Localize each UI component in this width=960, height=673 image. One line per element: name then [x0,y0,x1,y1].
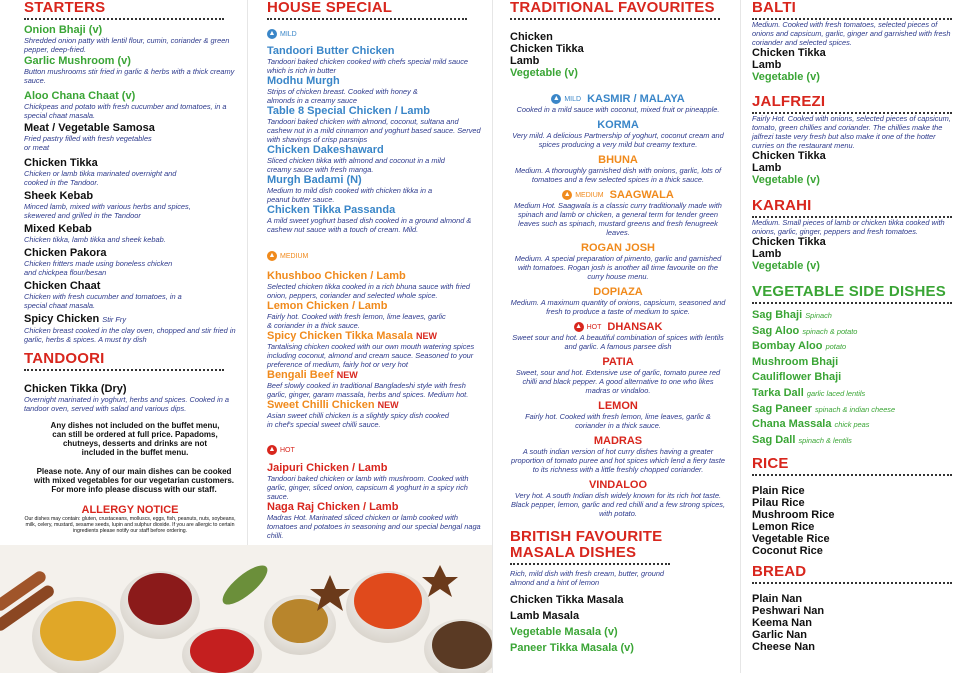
section-rule [510,18,720,20]
heat-label: MILD [564,95,582,103]
list-item [510,479,726,518]
section-rule [24,369,224,371]
item-name: Cauliflower Bhaji [752,371,842,384]
spice-bowls-image [0,545,492,673]
list-item [267,399,484,429]
balti-section [752,0,958,83]
vegetarian-notice: Please note. Any of our main dishes can be cooked with mixed vegetables for our vegetarian customers. For more info please discuss with our staff. [33,467,235,494]
item-description: Tantalising chicken cooked with our own mouth watering spices including coconut, almond and cream sauce. Seasoned to your preference of medium, fairly hot or very hot [267,342,475,369]
balti-description: Medium. Cooked with fresh tomatoes, selected pieces of onions and capsicum, garlic, ginger and garnished with fresh coriander and selected spices. [752,20,951,47]
list-item: Cheese Nan [752,641,815,653]
item-name-text: Spicy Chicken [24,313,100,325]
list-item [267,300,484,330]
list-item [267,330,484,369]
item-description: Beef slowly cooked in traditional Bangladeshi style with fresh garlic, ginger, garam massala, herbs and spices. Medium hot. [267,381,469,399]
item-name: Chicken Tikka Passanda [267,204,396,216]
item-description: Tandoori baked chicken or lamb with mushroom. Cooked with garlic, ginger, sliced onion, capsicum & yoghurt in a spicy rich sauce. [267,474,469,501]
item-name: Sheek Kebab [24,190,94,202]
list-item: Coconut Rice [752,545,823,557]
list-item: Vegetable (v) [752,71,820,83]
chilli-icon: ▲ [268,30,276,37]
chilli-icon: ▲ [552,95,560,102]
item-note: chick peas [834,420,870,430]
jalfrezi-section [752,94,958,186]
item-name: Modhu Murgh [267,75,340,87]
section-rule [510,563,670,565]
item-note: Stir Fry [102,315,127,324]
list-item [510,321,726,351]
item-description: Chicken fritters made using boneless chicken and chickpea flour/besan [24,259,173,277]
karahi-description: Medium. Small pieces of lamb or chicken tikka cooked with onions, garlic, ginger, peppers and fresh tomatoes. [752,218,945,236]
list-item [24,383,236,413]
section-rule [752,582,952,584]
list-item [267,144,484,174]
heat-label-medium [267,251,308,261]
item-note: potato [825,342,847,352]
allergy-title: ALLERGY NOTICE [81,504,179,516]
item-name [267,330,484,342]
list-item [752,355,958,371]
list-item: Lemon Rice [752,521,815,533]
list-item [267,174,484,204]
dish-name: MADRAS [593,435,643,447]
item-description: Minced lamb, mixed with various herbs and spices, skewered and grilled in the Tandoor [24,202,191,220]
dish-description: Medium. A thoroughly garnished dish with onions, garlic, lots of tomatoes and a few selected spices in a thick sauce. [514,166,722,184]
dish-heading [510,189,726,201]
list-item [267,270,484,300]
dish-heading [510,93,726,105]
item-name: Chana Massala [752,418,832,431]
list-item [510,356,726,395]
item-description: Strips of chicken breast. Cooked with honey & almonds in a creamy sauce [267,87,418,105]
item-name: Sag Paneer [752,402,812,415]
chilli-icon: ▲ [575,323,583,330]
list-item [267,501,484,540]
list-item: Garlic Nan [752,629,808,641]
dish-name: KASMIR / MALAYA [587,93,685,105]
dish-name: SAAGWALA [609,189,674,201]
list-item [24,190,236,223]
list-item: Lamb Masala [510,610,580,622]
allergy-text: Our dishes may contain: gluten, crustaceans, molluscs, eggs, fish, peanuts, nuts, soybeans, milk, celery, mustard, sesame seeds, lupin and sulphur dioxide. If you are allergic to certain ingredients please notify our staff before ordering. [24,516,236,534]
chilli-icon: ▲ [268,446,276,453]
item-name: Sag Bhaji [752,309,803,321]
item-name: Chicken Dakeshaward [267,144,384,156]
british-list [510,592,634,656]
item-description: Chicken with fresh cucumber and tomatoes, in a special chaat masala. [24,292,182,310]
list-item [752,339,958,355]
section-rule [752,474,952,476]
item-name: Onion Bhaji (v) [24,24,103,36]
list-item: Keema Nan [752,617,812,629]
section-rule [24,18,224,20]
item-description: Chicken or lamb tikka marinated overnight and cooked in the Tandoor. [24,169,177,187]
list-item: Vegetable (v) [752,260,820,272]
traditional-list [510,93,726,518]
dish-description: Medium Hot. Saagwala is a classic curry traditionally made with spinach and lamb or chicken, a general term for tender green leaves such as spinach, mustard greens and fresh fenugreek leaves. [514,201,722,237]
list-item [24,122,236,157]
dish-description: A south indian version of hot curry dishes having a greater proportion of tomato puree and hot spices which lend a fiery taste to its richness with a little freshly chopped coriander. [510,447,726,474]
item-description: Tandoori baked chicken cooked with chefs special mild sauce which is rich in butter [267,57,469,75]
item-name: Meat / Vegetable Samosa [24,122,155,134]
list-item: Plain Rice [752,485,805,497]
list-item [510,189,726,237]
list-item [752,417,958,433]
item-description: Chicken tikka, lamb tikka and sheek kebab. [24,235,166,244]
list-item [267,369,484,399]
bread-section [752,564,958,653]
list-item [752,308,958,324]
heat-label: MEDIUM [280,252,309,260]
item-note: spinach & potato [802,326,858,336]
heat-label-hot [574,322,602,332]
item-name-text: Sweet Chilli Chicken [267,399,375,411]
list-item: Plain Nan [752,593,803,605]
starters-list [24,24,236,344]
list-item [24,24,236,55]
list-item [752,324,958,340]
heat-label-mild [551,94,581,104]
item-description: Madras Hot. Marinated sliced chicken or lamb cooked with tomatoes and potatoes in seasoning and our special bengal naga chilli. [267,513,481,540]
item-description: Asian sweet chilli chicken is a slightly spicy dish cooked in chef's special sweet chilli sauce. [267,411,449,429]
heat-label: MEDIUM [575,191,604,199]
item-description: A mild sweet yoghurt based dish cooked in a ground almond & cashew nut sauce with a touch of cream. Mild. [267,216,472,234]
list-item: Chicken Tikka [752,47,826,59]
dish-description: Sweet, sour and hot. Extensive use of garlic, tomato puree red chilli and black pepper. A good alternative to one who likes madras or vindaloo. [515,368,721,395]
item-description: Overnight marinated in yoghurt, herbs and spices. Cooked in a tandoor oven, served with salad and various dips. [24,395,229,413]
jalfrezi-title: JALFREZI [752,93,826,110]
mild-list [267,45,484,234]
list-item [267,204,484,234]
item-name: Chicken Chaat [24,280,101,292]
dish-description: Very mild. A delicious Partnership of yoghurt, coconut cream and spices producing a very mild but creamy texture. [512,131,724,149]
heat-label-hot [267,445,295,455]
dish-description: Cooked in a mild sauce with coconut, mixed fruit or pineapple. [516,105,720,114]
spice-bowls-illustration [0,545,492,673]
list-item [24,247,236,280]
section-rule [752,302,952,304]
dish-name: LEMON [598,400,638,412]
british-title: BRITISH FAVOURITE [510,528,663,545]
heat-label: MILD [280,30,297,38]
heat-label-medium [562,190,603,200]
item-name: Chicken Tikka [24,157,98,169]
bread-title: BREAD [752,563,807,580]
chilli-icon: ▲ [268,252,276,259]
item-name: Tarka Dall [752,386,804,399]
dish-heading [510,321,726,333]
item-note: spinach & indian cheese [814,404,896,414]
item-name: Sag Aloo [752,324,800,337]
medium-list [267,270,484,429]
heat-label-mild [267,29,297,39]
hot-list [267,462,484,540]
item-name: Bombay Aloo [752,340,823,353]
list-item [510,400,726,430]
traditional-title: TRADITIONAL FAVOURITES [510,0,715,16]
base-option: Chicken [510,31,553,43]
dish-name: BHUNA [598,154,638,166]
item-note: spinach & lentils [798,435,852,445]
item-description: Sliced chicken tikka with almond and coconut in a mild creamy sauce with fresh manga. [267,156,445,174]
base-options [510,31,584,79]
list-item [752,433,958,449]
dish-name: ROGAN JOSH [581,242,655,254]
list-item: Chicken Tikka [752,150,826,162]
item-name: Aloo Chana Chaat (v) [24,90,136,102]
karahi-title: KARAHI [752,197,812,214]
list-item: Lamb [752,59,782,71]
british-description: Rich, mild dish with fresh cream, butter, ground almond and a hint of lemon [510,569,665,587]
list-item: Vegetable (v) [752,174,820,186]
list-item: Peshwari Nan [752,605,825,617]
chilli-icon: ▲ [563,191,571,198]
list-item [24,223,236,247]
item-name: Murgh Badami (N) [267,174,362,186]
list-item [24,313,236,344]
balti-title: BALTI [752,0,797,16]
dish-name: DHANSAK [607,321,663,333]
list-item [24,157,236,190]
new-badge: NEW [416,331,437,341]
item-name: Lemon Chicken / Lamb [267,300,388,312]
dish-description: Fairly hot. Cooked with fresh lemon, lime leaves, garlic & coriander in a thick sauce. [525,412,711,430]
item-name: Tandoori Butter Chicken [267,45,395,57]
list-item [24,90,236,122]
list-item: Pilau Rice [752,497,805,509]
list-item [752,402,958,418]
item-name: Naga Raj Chicken / Lamb [267,501,399,513]
base-option: Vegetable (v) [510,67,578,79]
tandoori-title: TANDOORI [24,350,105,367]
list-item: Chicken Tikka [752,236,826,248]
column-divider [740,0,741,673]
dish-description: Sweet sour and hot. A beautiful combination of spices with lentils and garlic. A famous parsee dish [512,333,724,351]
base-option: Chicken Tikka [510,43,584,55]
item-name: Khushboo Chicken / Lamb [267,270,406,282]
item-note: garlic laced lentils [806,388,866,398]
item-description: Chickpeas and potato with fresh cucumber and tomatoes, in a special chaat masala. [24,102,227,120]
dish-name: KORMA [597,119,639,131]
list-item [24,55,236,90]
item-name: Sag Dall [752,433,796,446]
item-name: Chicken Tikka (Dry) [24,383,127,395]
list-item [267,45,484,75]
buffet-notice: Any dishes not included on the buffet menu, can still be ordered at full price. Papadoms, chutneys, desserts and drinks are not included in the buffet menu. [50,421,220,457]
item-name [24,313,236,326]
item-name-text: Spicy Chicken Tikka Masala [267,330,413,342]
list-item [267,462,484,501]
base-option: Lamb [510,55,540,67]
item-description: Selected chicken tikka cooked in a rich bhuna sauce with fried onion, peppers, coriander and selected whole spice. [267,282,470,300]
item-note: Spinach [805,311,832,320]
list-item [510,435,726,474]
item-description: Fried pastry filled with fresh vegetables or meat [24,134,152,152]
list-item: Lamb [752,248,782,260]
starters-title: STARTERS [24,0,106,16]
dish-description: Very hot. A south Indian dish widely known for its rich hot taste. Black pepper, lemon, garlic and red chilli and a few strong spices, with potato. [510,491,726,518]
item-name [267,399,484,411]
item-description: Fairly hot. Cooked with fresh lemon, lime leaves, garlic & coriander in a thick sauce. [267,312,446,330]
item-description: Medium to mild dish cooked with chicken tikka in a peanut butter sauce. [267,186,433,204]
column-divider [492,0,493,673]
list-item [752,370,958,386]
new-badge: NEW [336,370,358,380]
rice-section [752,456,958,557]
new-badge: NEW [377,400,399,410]
list-item: Paneer Tikka Masala (v) [510,642,634,654]
list-item [510,119,726,149]
list-item [267,105,484,144]
item-name [267,369,484,381]
section-rule [267,18,467,20]
heat-label: HOT [586,323,602,331]
item-name: Chicken Pakora [24,247,107,259]
dish-name: VINDALOO [588,479,648,491]
item-name: Mushroom Bhaji [752,355,839,368]
list-item: Mushroom Rice [752,509,835,521]
item-description: Chicken breast cooked in the clay oven, chopped and stir fried in garlic, herbs & spices. A must try dish [24,326,236,344]
british-title-line2: MASALA DISHES [510,544,637,561]
item-name-text: Bengali Beef [267,369,334,381]
list-item: Vegetable Rice [752,533,830,545]
list-item [24,280,236,313]
list-item [510,93,726,114]
item-name: Table 8 Special Chicken / Lamb [267,105,431,117]
dish-description: Medium. A maximum quantity of onions, capsicum, seasoned and fresh to produce a taste of medium to spice. [510,298,726,316]
dish-description: Medium. A special preparation of pimento, garlic and garnished with tomatoes. Rogan josh is another all time favourite on the curry house menu. [514,254,722,281]
dish-name: DOPIAZA [593,286,643,298]
karahi-section [752,198,958,272]
list-item [752,386,958,402]
veg-sides-title: VEGETABLE SIDE DISHES [752,283,946,300]
dish-name: PATIA [602,356,634,368]
list-item: Lamb [752,162,782,174]
jalfrezi-description: Fairly Hot. Cooked with onions, selected pieces of capsicum, tomato, green chillies and coriander. The chillies make the jalfrezi taste very fresh but also make it one of the hotter curries on the restaurant menu. [752,114,951,150]
house-special-title: HOUSE SPECIAL [267,0,393,16]
list-item: Chicken Tikka Masala [510,594,624,606]
item-name: Garlic Mushroom (v) [24,55,131,67]
list-item [510,286,726,316]
item-name: Mixed Kebab [24,223,92,235]
item-description: Shredded onion patty with lentil flour, cumin, coriander & green pepper, deep-fried. [24,36,230,54]
list-item: Vegetable Masala (v) [510,626,618,638]
list-item [510,242,726,281]
item-description: Tandoori baked chicken with almond, coconut, sultana and cashew nut in a mild cinnamon and yoghurt based sauce. Served with shavings of crisp parsnips [267,117,481,144]
item-name: Jaipuri Chicken / Lamb [267,462,388,474]
rice-title: RICE [752,455,789,472]
list-item [510,154,726,184]
heat-label: HOT [280,446,295,454]
item-description: Button mushrooms stir fried in garlic & herbs with a thick creamy sauce. [24,67,235,85]
list-item [267,75,484,105]
veg-sides-section [752,284,958,448]
